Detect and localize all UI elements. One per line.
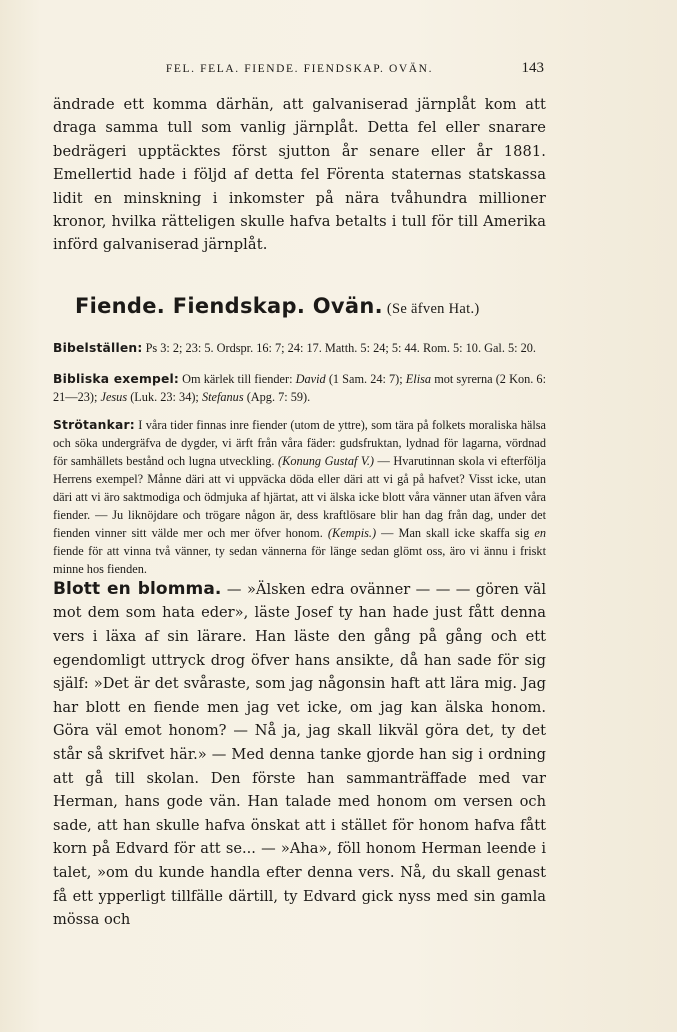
exempel-jesus-ref: (Luk. 23: 34);	[130, 389, 199, 404]
running-header: FEL. FELA. FIENDE. FIENDSKAP. OVÄN.	[165, 63, 434, 75]
strotankar-quote-3-post: fiende för att vinna två vänner, ty sedan vännerna för länge sedan glömt oss, äro vi ännu i friskt minne hos fienden.	[53, 543, 546, 576]
bibliska-exempel-entry	[53, 370, 546, 406]
section-see-also: (Se äfven Hat.)	[386, 300, 480, 317]
section-heading-title: Fiende. Fiendskap. Ovän.	[75, 293, 383, 318]
story-paragraph	[53, 578, 546, 932]
strotankar-quote-3-pre: — Man skall icke skaffa sig	[381, 525, 530, 540]
page-body	[53, 93, 546, 932]
bibelstallen-entry	[53, 339, 546, 357]
strotankar-label: Strötankar:	[53, 417, 135, 432]
exempel-david: David	[295, 371, 326, 386]
bibelstallen-label: Bibelställen:	[53, 340, 143, 355]
exempel-intro: Om kärlek till fiender:	[182, 371, 293, 386]
exempel-david-ref: (1 Sam. 24: 7);	[328, 371, 403, 386]
exempel-elisa-ref: mot syrerna (2 Kon. 6: 21—23);	[53, 371, 546, 404]
exempel-stefanus-ref: (Apg. 7: 59).	[246, 389, 311, 404]
story-text: — »Älsken edra ovänner — — — gören väl mot dem som hata eder», läste Josef ty han hade just fått denna vers i läxa af sin lärare. Han läste den gång på gång och ett egendomligt uttryck drog öfver hans ansikte, då han sade för sig själf: »Det är det svåraste, som jag någonsin haft att lära mig. Jag har blott en fiende men jag vet icke, om jag kan älska honom. Göra väl emot honom? — Nå ja, jag skall likväl göra det, ty det står så skrifvet här.» — Med denna tanke gjorde han sig i ordning att gå till skolan. Den förste han sammanträffade med var Herman, hans gode vän. Han talade med honom om versen och sade, att han skulle hafva önskat att i stället för honom hafva fått korn på Edvard för att se... — »Aha», föll honom Herman leende i talet, »om du kunde handla efter denna vers. Nå, du skall genast få ett ypperligt tillfälle därtill, ty Edvard gick nyss med sin gamla mössa och	[53, 580, 546, 929]
exempel-elisa: Elisa	[405, 371, 432, 386]
strotankar-quote-1: I våra tider finnas inre fiender (utom de yttre), som tära på folkets moraliska hälsa och söka undergräfva de dygder, vi ärft från våra fäder: gudsfruktan, lydnad för lagarna, vördnad för samhällets bestånd och lugna utveckling.	[53, 417, 546, 468]
section-heading	[75, 294, 546, 318]
strotankar-quote-2: — Hvarutinnan skola vi efterfölja Herrens exempel? Månne däri att vi uppväcka döda eller däri att vi gå på hafvet? Visst icke, utan däri att vi äro saktmodiga och ödmjuka af hjärtat, att vi älska icke blott våra vänner utan äfven våra fiender. — Ju liknöjdare och trögare någon är, dess kraftlösare blir han dag från dag, under det fienden vinner sitt välde mer och mer öfver honom.	[53, 453, 546, 540]
strotankar-quote-3-en: en	[534, 525, 546, 540]
bibelstallen-text: Ps 3: 2; 23: 5. Ordspr. 16: 7; 24: 17. Matth. 5: 24; 5: 44. Rom. 5: 10. Gal. 5: 20.	[145, 340, 537, 355]
exempel-stefanus: Stefanus	[201, 389, 244, 404]
story-title: Blott en blomma.	[53, 578, 222, 599]
exempel-jesus: Jesus	[100, 389, 128, 404]
strotankar-author-1: (Konung Gustaf V.)	[278, 453, 375, 468]
strotankar-author-2: (Kempis.)	[327, 525, 377, 540]
page-number: 143	[521, 60, 544, 76]
bibliska-exempel-label: Bibliska exempel:	[53, 371, 180, 386]
strotankar-entry	[53, 416, 546, 578]
intro-paragraph: ändrade ett komma därhän, att galvaniserad järnplåt kom att draga samma tull som vanlig järnplåt. Detta fel eller snarare bedrägeri upptäcktes först sjutton år senare eller år 1881. Emellertid hade i följd af detta fel Förenta staternas statskassa lidit en minskning i inkomster på nära tvåhundra millioner kronor, hvilka rätteligen skulle hafva betalts i tull för till Amerika införd galvaniserad järnplåt.	[53, 96, 546, 254]
